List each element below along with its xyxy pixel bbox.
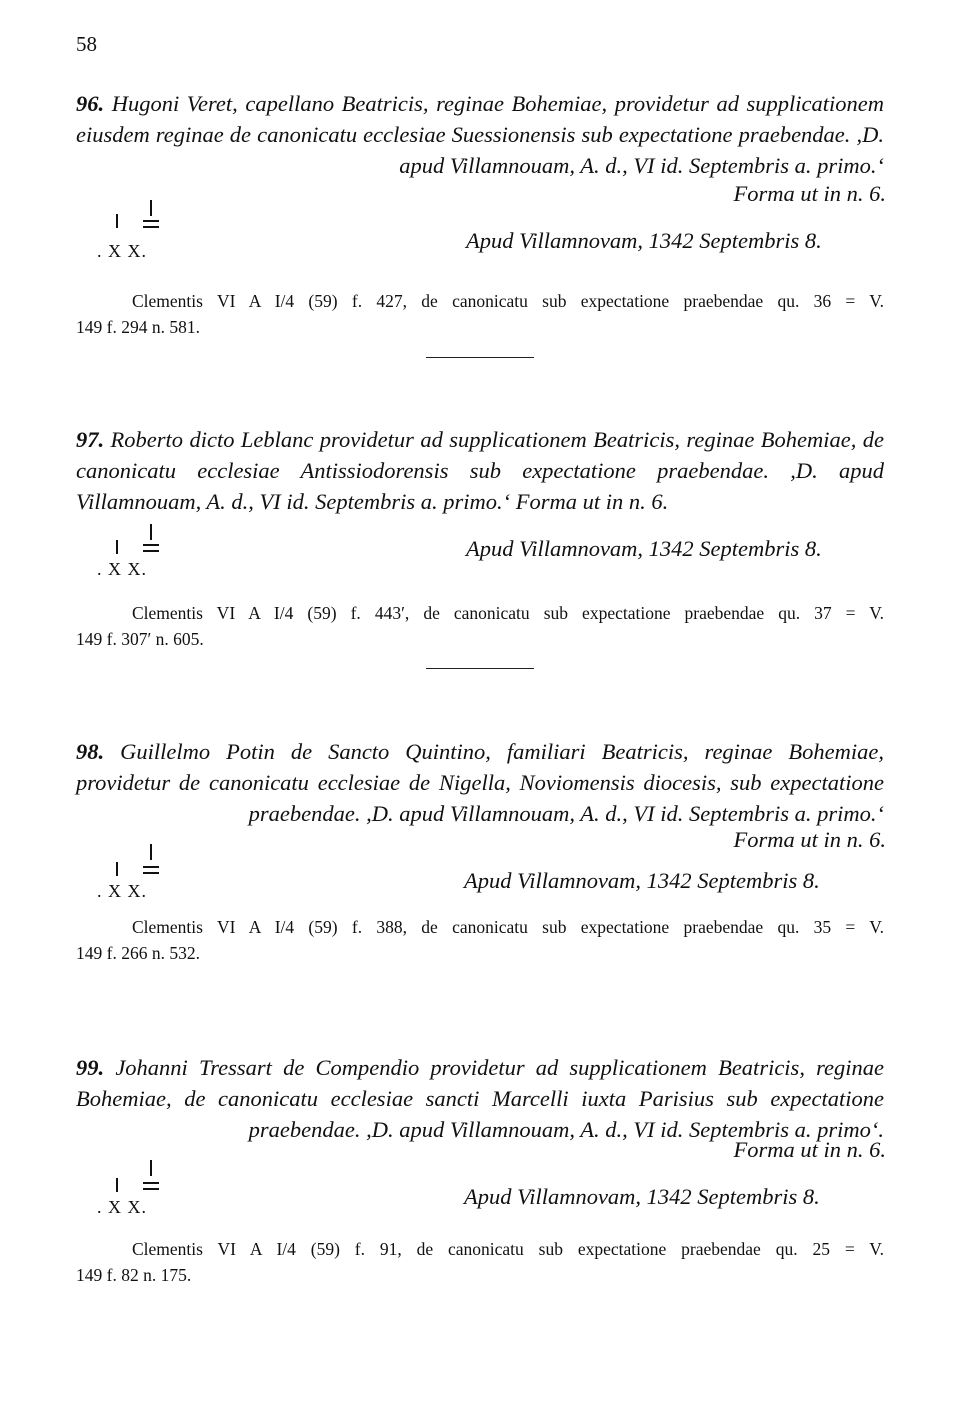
entry-body: Hugoni Veret, capellano Beatricis, reginae Bohemiae, providetur ad supplicationem eiusdem reginae de canonicatu ecclesiae Suessionensis sub expectatione praebendae. ,D. apud Villamnouam, A. d., VI id. Septembris a. primo.‘: [76, 91, 884, 178]
source-line: 149 f. 82 n. 175.: [76, 1265, 192, 1285]
entry-96-dating: Apud Villamnovam, 1342 Septembris 8.: [466, 228, 822, 253]
notation-text: . X X.: [97, 241, 147, 261]
source-line: Clementis VI A I/4 (59) f. 91, de canonicatu sub expectatione praebendae qu. 25 = V.: [132, 1239, 884, 1259]
entry-body: Guillelmo Potin de Sancto Quintino, familiari Beatricis, reginae Bohemiae, providetur de canonicatu ecclesiae de Nigella, Noviomensis diocesis, sub expectatione praebendae. ,D. apud Villamnouam, A. d., VI id. Septembris a. primo.‘: [76, 739, 884, 826]
entry-divider: [426, 668, 534, 669]
entry-96-notation: [97, 200, 187, 262]
entry-96-source: [76, 288, 884, 340]
source-line: 149 f. 266 n. 532.: [76, 943, 200, 963]
entry-96-text: [76, 88, 884, 181]
entry-97-source: [76, 600, 884, 652]
entry-99-dating: Apud Villamnovam, 1342 Septembris 8.: [464, 1184, 820, 1209]
entry-98-source: [76, 914, 884, 966]
entry-number: 99.: [76, 1055, 105, 1080]
entry-99-text: [76, 1052, 884, 1145]
notation-text: . X X.: [97, 559, 147, 579]
entry-98-notation: [97, 840, 187, 902]
entry-96-forma: Forma ut in n. 6.: [733, 181, 886, 206]
entry-97-notation: [97, 518, 187, 580]
entry-99-notation: [97, 1156, 187, 1218]
entry-body: Johanni Tressart de Compendio providetur ad supplicationem Beatricis, reginae Bohemiae, de canonicatu ecclesiae sancti Marcelli iuxta Parisius sub expectatione praebendae. ,D. apud Villamnouam, A. d., VI id. Septembris a. primo‘.: [76, 1055, 885, 1142]
entry-98-text: [76, 736, 884, 829]
entry-98-dating: Apud Villamnovam, 1342 Septembris 8.: [464, 868, 820, 893]
entry-body: Roberto dicto Leblanc providetur ad supplicationem Beatricis, reginae Bohemiae, de canonicatu ecclesiae Antissiodorensis sub expectatione praebendae. ,D. apud Villamnouam, A. d., VI id. Septembris a. primo.‘ Forma ut in n. 6.: [76, 427, 884, 514]
entry-97-dating: Apud Villamnovam, 1342 Septembris 8.: [466, 536, 822, 561]
notation-text: . X X.: [97, 881, 147, 901]
entry-number: 98.: [76, 739, 105, 764]
entry-divider: [426, 357, 534, 358]
entry-97-text: [76, 424, 884, 517]
entry-number: 96.: [76, 91, 105, 116]
entry-99-source: [76, 1236, 884, 1288]
entry-99-forma: Forma ut in n. 6.: [733, 1137, 886, 1162]
source-line: 149 f. 307′ n. 605.: [76, 629, 204, 649]
source-line: Clementis VI A I/4 (59) f. 427, de canonicatu sub expectatione praebendae qu. 36 = V.: [132, 291, 884, 311]
source-line: Clementis VI A I/4 (59) f. 388, de canonicatu sub expectatione praebendae qu. 35 = V.: [132, 917, 884, 937]
entry-98-forma: Forma ut in n. 6.: [733, 827, 886, 852]
page-number: 58: [76, 32, 97, 56]
source-line: 149 f. 294 n. 581.: [76, 317, 200, 337]
entry-number: 97.: [76, 427, 105, 452]
notation-text: . X X.: [97, 1197, 147, 1217]
source-line: Clementis VI A I/4 (59) f. 443′, de canonicatu sub expectatione praebendae qu. 37 = V.: [132, 603, 884, 623]
